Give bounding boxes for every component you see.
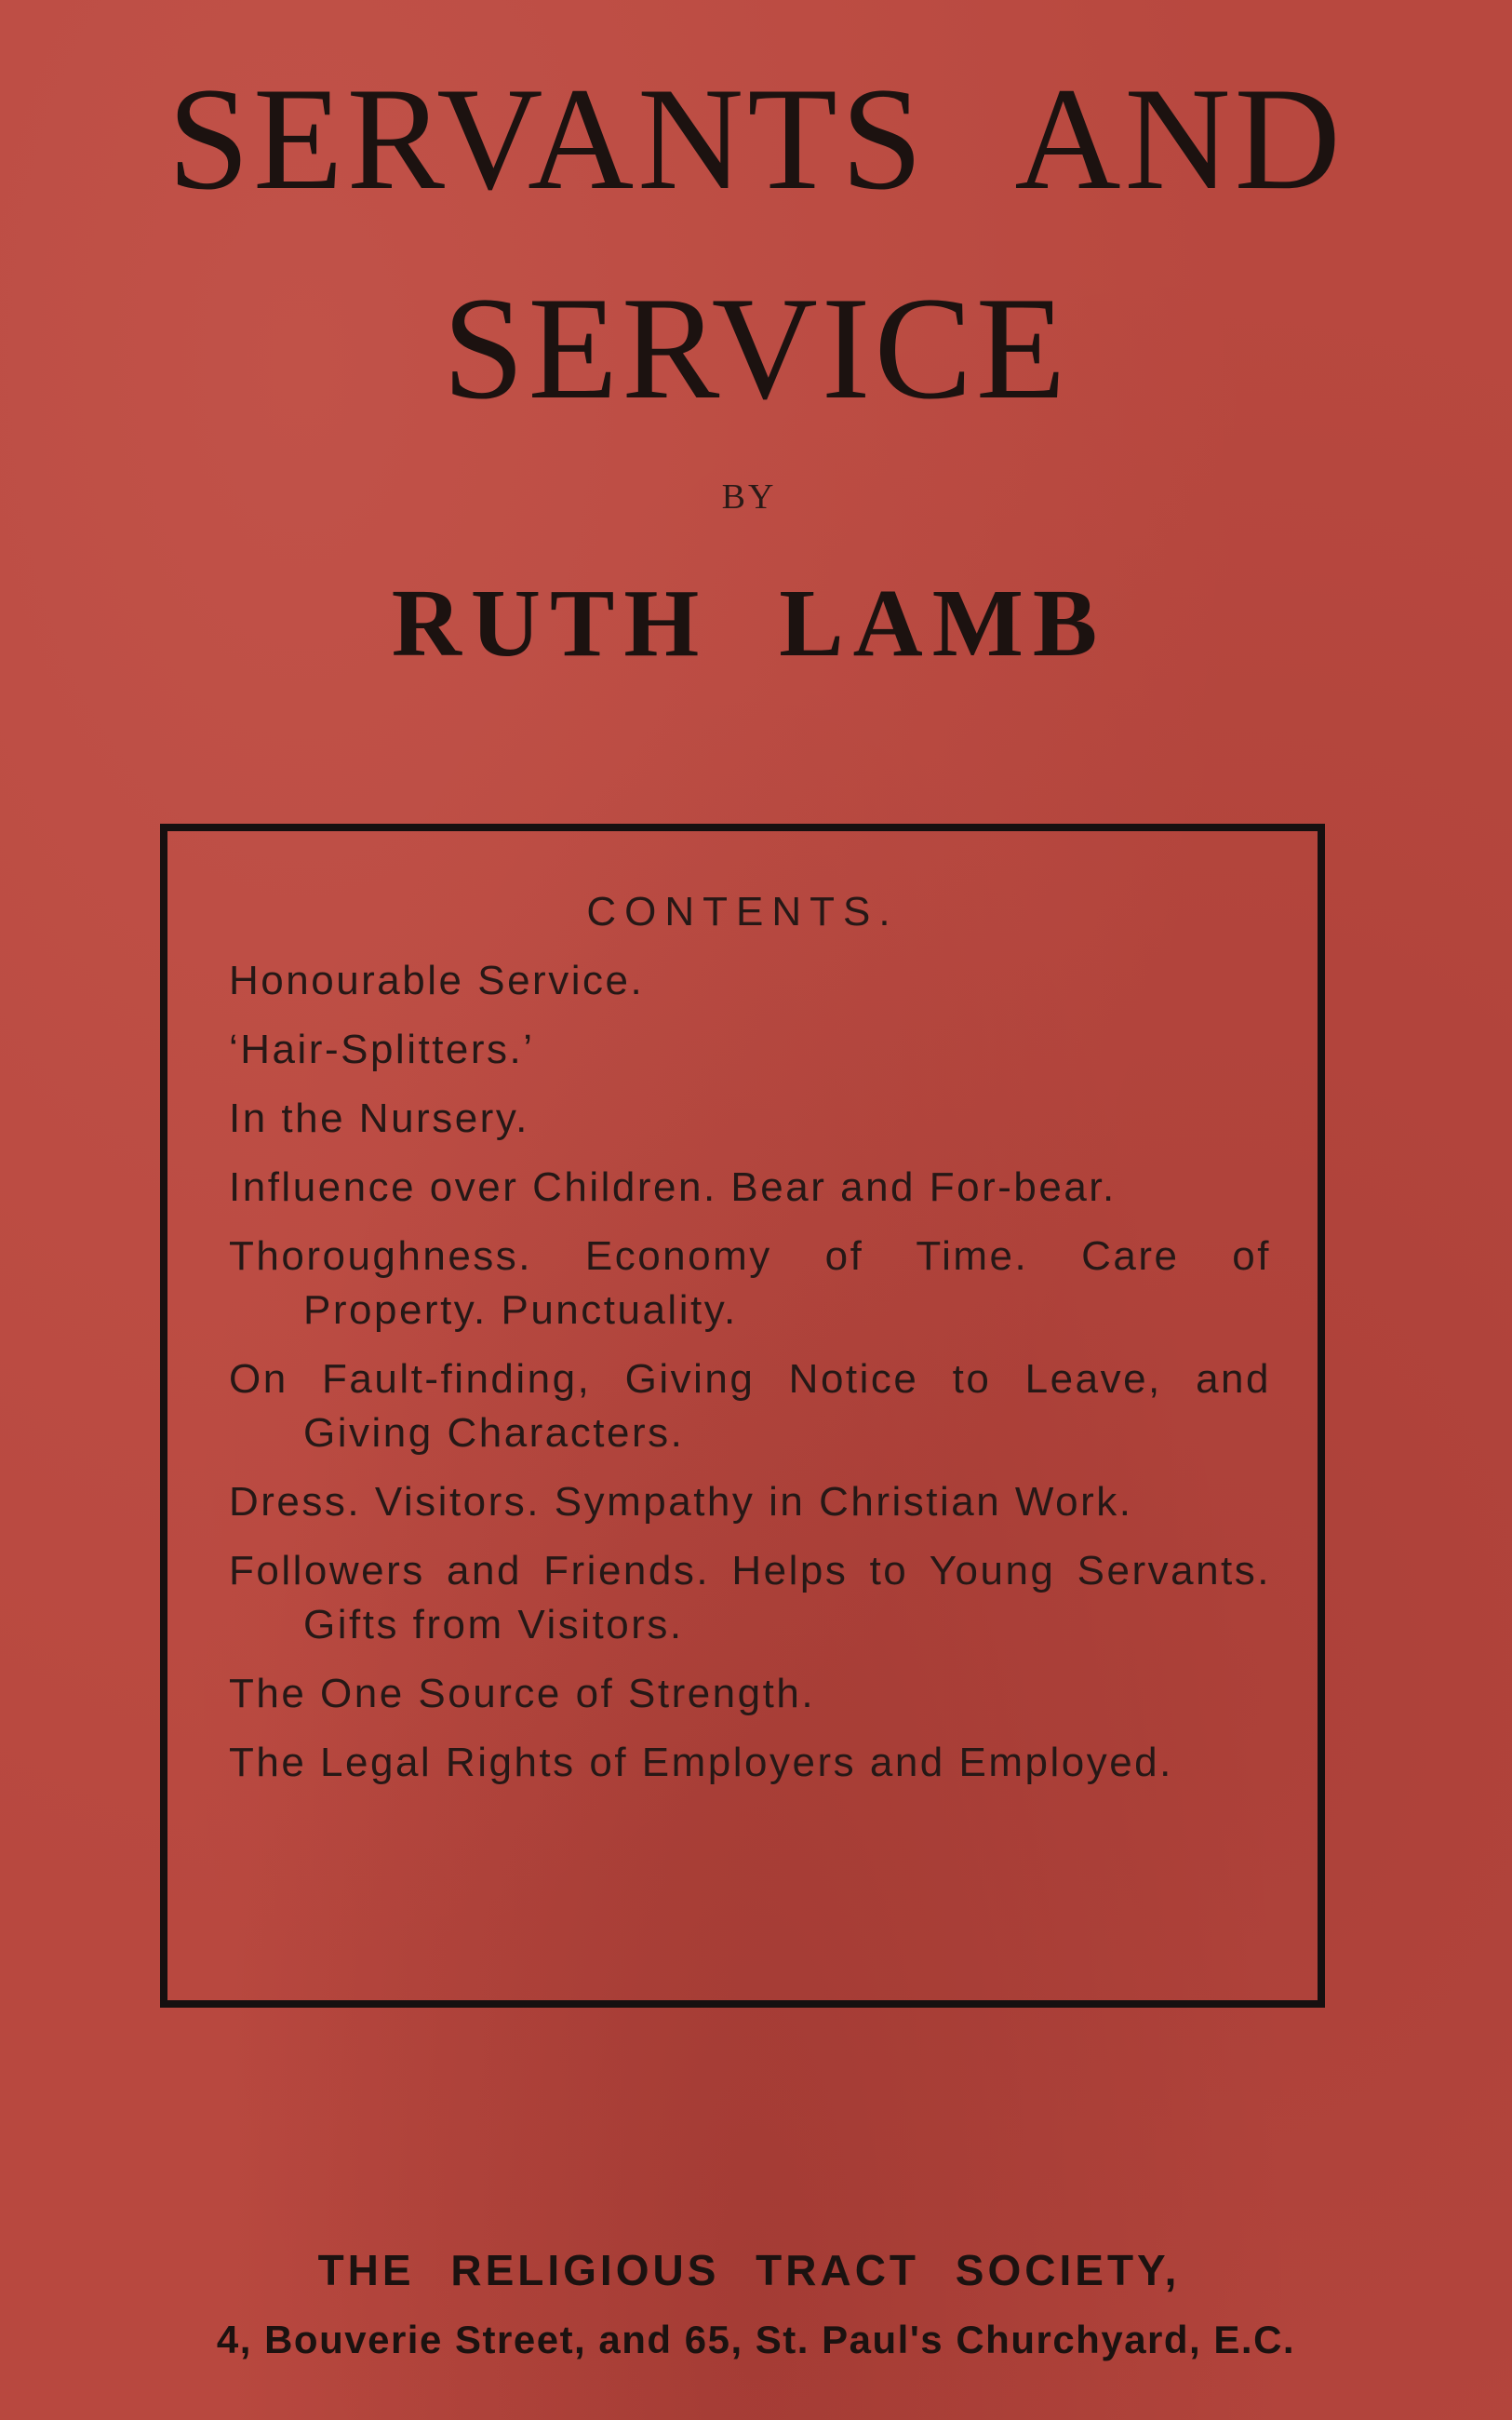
contents-box xyxy=(160,824,1325,2008)
by-label: BY xyxy=(721,477,777,517)
contents-item: Dress. Visitors. Sympathy in Christian Work. xyxy=(229,1479,1133,1525)
contents-item: Influence over Children. Bear and For-bear. xyxy=(229,1164,1117,1210)
contents-item: Thoroughness. Economy of Time. Care of Property. Punctuality. xyxy=(229,1233,1271,1333)
title-line-2: SERVICE xyxy=(442,267,1070,430)
contents-item: Honourable Service. xyxy=(229,958,645,1003)
contents-item: On Fault-finding, Giving Notice to Leave, and Giving Characters. xyxy=(229,1356,1271,1456)
contents-item: Followers and Friends. Helps to Young Servants. Gifts from Visitors. xyxy=(229,1548,1271,1647)
publisher-name: THE RELIGIOUS TRACT SOCIETY, xyxy=(317,2246,1181,2294)
author-name: RUTH LAMB xyxy=(391,570,1107,677)
contents-heading: CONTENTS. xyxy=(586,889,899,934)
publisher-address: 4, Bouverie Street, and 65, St. Paul's Churchyard, E.C. xyxy=(216,2318,1296,2361)
contents-item: In the Nursery. xyxy=(229,1096,529,1141)
contents-list xyxy=(229,954,1271,1805)
contents-item: The Legal Rights of Employers and Employed. xyxy=(229,1740,1173,1785)
contents-item: ‘Hair-Splitters.’ xyxy=(229,1027,535,1072)
contents-item: The One Source of Strength. xyxy=(229,1671,816,1716)
title-line-1: SERVANTS AND xyxy=(167,58,1345,221)
